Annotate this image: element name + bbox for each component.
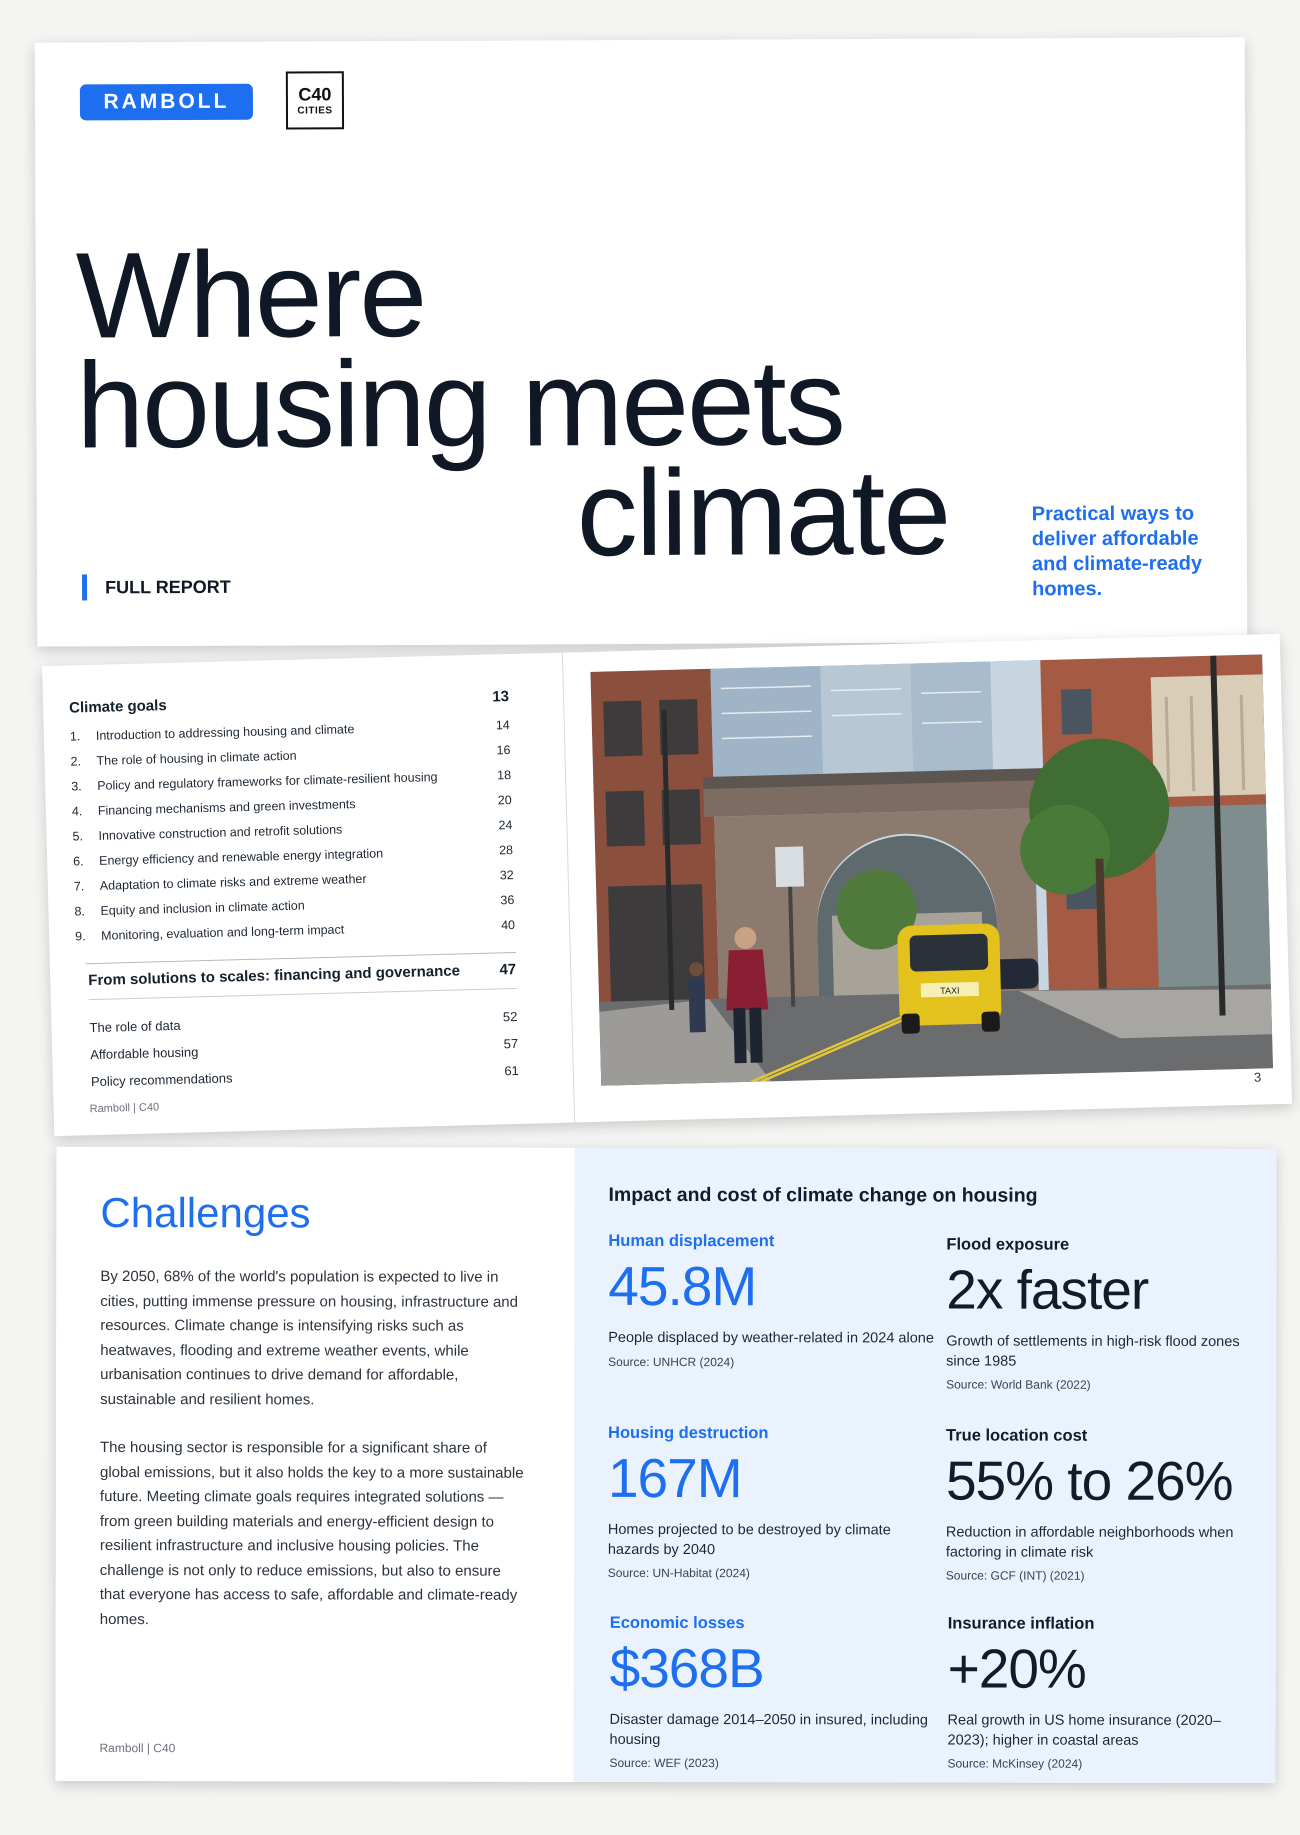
cover-title	[75, 225, 997, 582]
toc-item-page: 32	[499, 868, 514, 883]
toc-item-page: 40	[500, 917, 516, 933]
toc-item-page: 20	[497, 793, 512, 808]
street-scene-illustration	[590, 654, 1273, 1085]
challenges-paragraph: By 2050, 68% of the world's population is expected to live in cities, putting immense pressure on housing, infrastructure and resources. Climate change is intensifying risks such as heatwaves, flooding and extreme weather events, while urbanisation continues to drive demand for affordable, sustainable and resilient homes.	[100, 1268, 519, 1408]
stat-source: Source: GCF (INT) (2021)	[945, 1568, 1085, 1583]
stat-description: Homes projected to be destroyed by climate hazards by 2040	[607, 1521, 891, 1558]
ramboll-logo: RAMBOLL	[80, 84, 253, 121]
stat-label: True location cost	[946, 1426, 1088, 1445]
toc-section-page: 13	[492, 688, 510, 706]
toc-item-text: Financing mechanisms and green investments	[97, 797, 356, 818]
cover-subtitle: Practical ways to deliver affordable and climate-ready homes.	[1031, 502, 1203, 601]
c40-logo-line1: C40	[298, 83, 332, 104]
challenges-paragraph: The housing sector is responsible for a significant share of global emissions, but it also holds the key to a more sustainable future. Meeting climate goals requires integrated solutions — from green building materials and energy-efficient design to resilient infrastructure and inclusive housing policies. The challenge is not only to reduce emissions, but also to ensure that everyone has access to safe, affordable and climate-ready homes.	[99, 1439, 524, 1628]
stat-insurance-inflation	[947, 1614, 1257, 1771]
stat-label: Housing destruction	[608, 1423, 769, 1443]
stat-source: Source: WEF (2023)	[609, 1755, 719, 1771]
challenges-body	[100, 1265, 531, 1657]
toc-item-text: Equity and inclusion in climate action	[100, 898, 305, 918]
toc-item-number: 6.	[72, 854, 84, 869]
toc-list	[70, 713, 516, 949]
page-footer: Ramboll | C40	[89, 1101, 160, 1116]
stat-value: $368B	[609, 1636, 764, 1700]
toc-item-text: Innovative construction and retrofit solutions	[98, 822, 343, 843]
toc-item-text: The role of housing in climate action	[96, 748, 297, 768]
toc-section-financing	[76, 961, 519, 1095]
toc-item-page: 52	[502, 1008, 518, 1025]
stat-human-displacement	[608, 1232, 938, 1369]
page-footer: Ramboll | C40	[99, 1741, 176, 1756]
toc-item-number: 5.	[72, 829, 84, 844]
toc-item-page: 16	[496, 743, 511, 758]
stat-value: +20%	[947, 1637, 1086, 1700]
toc-item-page: 18	[496, 768, 512, 783]
cover-title-line1: Where	[75, 225, 426, 364]
contents-spread	[42, 634, 1292, 1136]
stat-economic-losses	[609, 1614, 939, 1771]
toc-item-text: Policy and regulatory frameworks for climate-resilient housing	[97, 769, 438, 793]
toc-item-text: Affordable housing	[90, 1044, 199, 1063]
stat-description: Reduction in affordable neighborhoods when factoring in climate risk	[945, 1524, 1234, 1561]
toc-item-page: 61	[504, 1062, 519, 1079]
stat-description: People displaced by weather-related in 2024 alone	[608, 1329, 934, 1347]
stat-housing-destruction	[608, 1424, 938, 1581]
stat-value: 45.8M	[608, 1254, 757, 1318]
toc-section-title: Climate goals	[68, 697, 167, 717]
challenges-spread	[55, 1147, 1276, 1783]
toc-item-number: 9.	[74, 929, 86, 944]
stat-label: Economic losses	[609, 1613, 745, 1633]
toc-item-page: 57	[503, 1035, 519, 1052]
taxi-icon	[897, 923, 1002, 1034]
toc-item-number: 1.	[69, 729, 81, 744]
stat-value: 55% to 26%	[945, 1449, 1233, 1512]
toc-section-title: From solutions to scales: financing and governance	[88, 962, 461, 990]
toc-item-page: 14	[495, 718, 510, 733]
stat-label: Flood exposure	[946, 1235, 1070, 1254]
toc-item-page: 28	[498, 843, 514, 858]
toc-item-number: 8.	[74, 904, 86, 919]
toc-item-number: 7.	[73, 879, 85, 894]
toc-item-page: 24	[498, 818, 513, 833]
stat-true-location-cost	[946, 1426, 1266, 1583]
challenges-text-page	[55, 1147, 574, 1782]
stat-source: Source: UNHCR (2024)	[608, 1354, 735, 1369]
stat-label: Insurance inflation	[947, 1614, 1095, 1633]
stat-source: Source: McKinsey (2024)	[947, 1756, 1083, 1771]
stat-value: 2x faster	[946, 1258, 1149, 1321]
toc-item-text: Energy efficiency and renewable energy integration	[98, 846, 384, 868]
challenges-title: Challenges	[100, 1189, 311, 1237]
toc-item-text: The role of data	[89, 1017, 181, 1036]
stat-value: 167M	[607, 1446, 742, 1510]
toc-item-text: Adaptation to climate risks and extreme weather	[99, 871, 367, 893]
toc-item-text: Introduction to addressing housing and climate	[95, 722, 355, 743]
stat-description: Growth of settlements in high-risk flood zones since 1985	[946, 1333, 1240, 1370]
full-report-tag: FULL REPORT	[82, 574, 231, 601]
cover-title-line3: climate	[576, 443, 950, 582]
stat-description: Real growth in US home insurance (2020–2023); higher in coastal areas	[947, 1712, 1221, 1749]
toc-section-financing-heading[interactable]	[88, 961, 517, 1000]
impact-stats-panel	[573, 1148, 1276, 1783]
toc-section-page: 47	[499, 960, 517, 979]
impact-title: Impact and cost of climate change on housing	[608, 1183, 1038, 1207]
toc-item-text: Monitoring, evaluation and long-term impact	[100, 922, 345, 943]
street-photo	[590, 654, 1273, 1085]
c40-logo-line2: CITIES	[297, 104, 333, 116]
stat-source: Source: World Bank (2022)	[946, 1377, 1091, 1392]
cover-title-line2: housing meets	[75, 334, 845, 474]
stat-source: Source: UN-Habitat (2024)	[607, 1565, 750, 1581]
toc-section-climate-goals[interactable]	[69, 688, 509, 717]
stat-flood-exposure	[946, 1235, 1276, 1392]
toc-item-number: 4.	[71, 804, 83, 819]
report-cover	[35, 37, 1248, 646]
toc-item-number: 3.	[71, 779, 82, 794]
toc-item-text: Policy recommendations	[90, 1070, 233, 1090]
table-of-contents	[69, 688, 519, 1095]
taxi-roof-sign: TAXI	[940, 985, 960, 996]
toc-item-page: 36	[500, 893, 515, 908]
page-fold	[562, 653, 575, 1123]
stat-description: Disaster damage 2014–2050 in insured, including housing	[609, 1711, 928, 1748]
page-number: 3	[1253, 1069, 1262, 1085]
stat-label: Human displacement	[608, 1231, 775, 1251]
c40-cities-logo	[286, 71, 344, 129]
toc-item-number: 2.	[70, 754, 82, 769]
